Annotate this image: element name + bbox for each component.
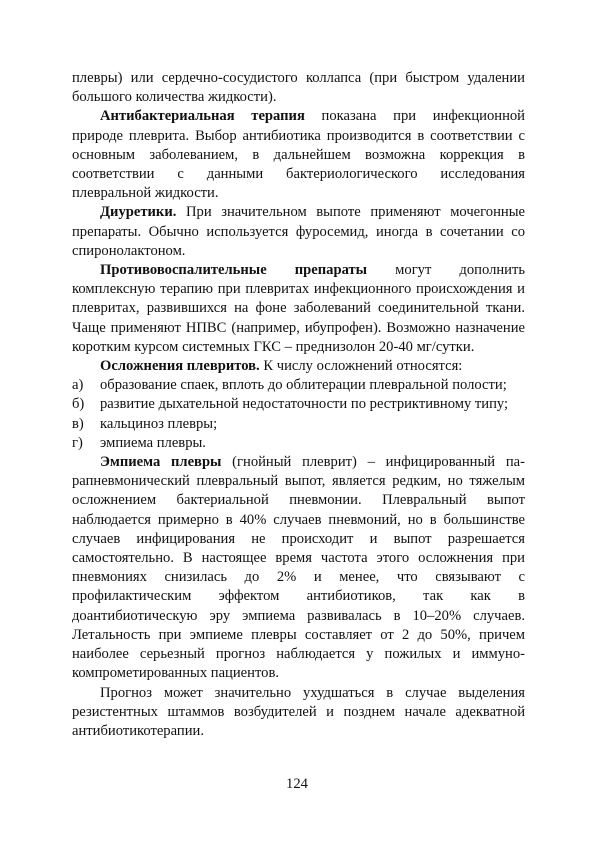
list-item xyxy=(72,434,525,453)
paragraph-empyema xyxy=(72,453,525,683)
list-item-text: эмпиема плевры. xyxy=(100,434,206,451)
paragraph-heading: Противовоспалительные препараты xyxy=(100,262,368,279)
page-number: 124 xyxy=(286,776,308,792)
paragraph-text: плевры) или сердечно-сосудистого коллапса (при быстром удалении большого количества жидкости). xyxy=(72,70,525,106)
paragraph-text: могут дополнить комплексную терапию при плевритах инфекционного происхождения и плевритах, развившихся на фоне заболеваний соединительной ткани. Чаще применяют НПВС (например, ибупрофен). Возможно назначение коротким курсом системных ГКС – преднизолон 20-40 мг/сутки. xyxy=(72,262,526,355)
paragraph-text: показана при инфекционной природе плеврита. Выбор антибиотика производится в соответствии с основным заболеванием, в дальнейшем возможна коррекция в соответствии с данными бактериологического исследования плевральной жидкости. xyxy=(72,108,525,202)
list-item-text: кальциноз плевры; xyxy=(100,415,218,432)
paragraph-diuretics xyxy=(72,203,525,261)
complications-list xyxy=(72,376,525,453)
paragraph-heading: Осложнения плевритов. xyxy=(100,358,260,375)
list-item xyxy=(72,376,525,395)
list-item-text: развитие дыхательной недостаточности по рестриктивному типу; xyxy=(100,396,509,413)
paragraph-text: Прогноз может значительно ухудшаться в случае выделения резистентных штаммов возбудителей и позднем начале адекватной антибиотикотерапии. xyxy=(72,684,525,739)
paragraph-text: При значительном выпоте применяют мочегонные препараты. Обычно используется фуросемид, иногда в сочетании со спиронолактоном. xyxy=(72,204,525,259)
list-item xyxy=(72,395,525,414)
paragraph-anti-inflammatory xyxy=(72,261,525,357)
paragraph-text: (гнойный плеврит) – инфицированный парапневмонический плевральный выпот, является редким, но тяжелым осложнением бактериальной пневмонии. Плевральный выпот наблюдается примерно в 40% случаев пневмоний, но в большинстве случаев инфицирования не происходит и выпот разрешается самостоятельно. В настоящее время частота этого осложнения при пневмониях снизилась до 2% и менее, что связывают с профилактическим эффектом антибиотиков, так как в доантибиотическую эру эмпиема развивалась в 10–20% случаев. Летальность при эмпиеме плевры составляет от 2 до 50%, причем наиболее серьезный прогноз наблюдается у пожилых и иммунокомпрометированных пациентов. xyxy=(72,454,525,682)
paragraph-prognosis xyxy=(72,684,525,742)
paragraph-antibacterial-therapy xyxy=(72,107,525,203)
paragraph-text: К числу осложнений относятся: xyxy=(259,358,463,375)
list-marker: г) xyxy=(72,434,83,451)
list-item xyxy=(72,415,525,434)
paragraph-heading: Антибактериальная терапия xyxy=(100,108,305,125)
list-marker: б) xyxy=(72,396,85,413)
paragraph-heading: Эмпиема плевры xyxy=(100,454,222,471)
list-marker: а) xyxy=(72,377,84,394)
list-item-text: образование спаек, вплоть до облитерации плевральной полости; xyxy=(100,377,507,394)
paragraph-heading: Диуретики. xyxy=(100,204,177,221)
page-body xyxy=(72,69,525,741)
list-marker: в) xyxy=(72,415,84,432)
paragraph-continuation xyxy=(72,69,525,107)
paragraph-complications xyxy=(72,357,525,376)
